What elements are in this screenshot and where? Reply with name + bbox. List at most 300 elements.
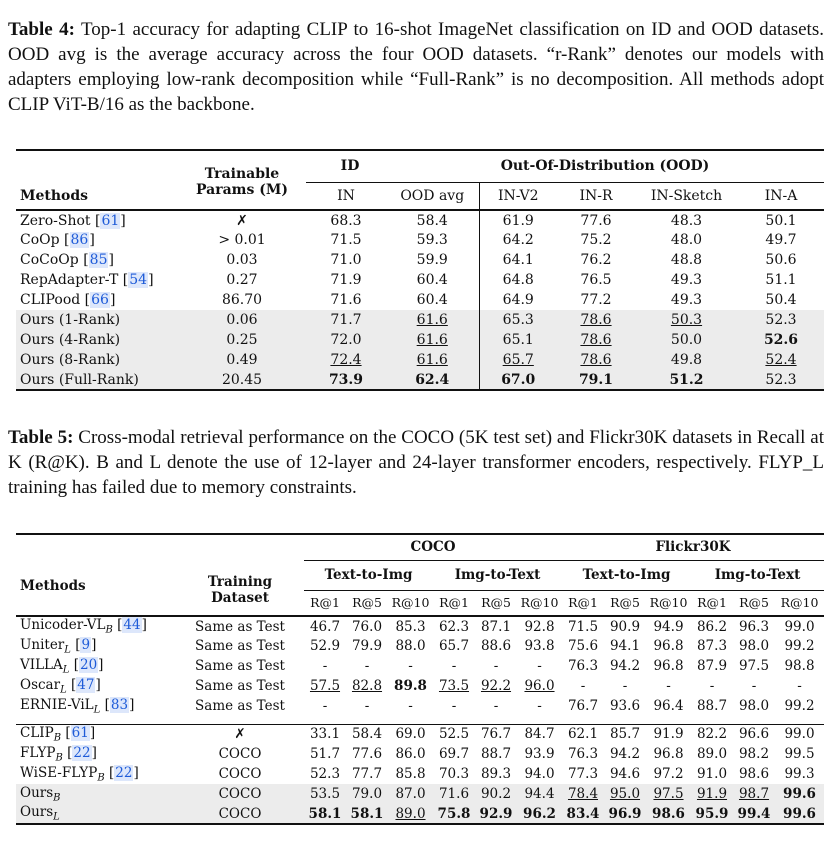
method-cell [16, 230, 178, 250]
table5-value: 53.5 [304, 784, 346, 804]
citation-bracket: ] [129, 696, 135, 713]
table5-row [16, 724, 824, 744]
citation-link[interactable]: 20 [79, 656, 98, 673]
citation-bracket: [ [117, 617, 123, 634]
table5-header-flickr-i2t: Img-to-Text [691, 560, 824, 590]
params-cell: 20.45 [178, 370, 306, 390]
dataset-cell: Same as Test [195, 698, 285, 714]
table4-value: 52.6 [738, 330, 824, 350]
table4-value: 72.0 [306, 330, 386, 350]
table4-value: 49.3 [670, 272, 703, 288]
table5-value: 76.3 [567, 746, 599, 762]
table5-row [16, 804, 824, 824]
table5-value: 99.4 [733, 804, 775, 824]
table5-value: 89.3 [480, 766, 512, 782]
table5-value: 89.0 [696, 746, 728, 762]
citation-link[interactable]: 85 [89, 252, 108, 268]
citation-bracket: [ [67, 744, 73, 761]
table5-value: 98.6 [646, 804, 691, 824]
citation-bracket: [ [104, 696, 110, 713]
table5-value: 75.6 [567, 638, 599, 654]
table4-value: 50.4 [765, 292, 797, 308]
params-cell: 0.49 [178, 350, 306, 370]
table4-value: 49.3 [670, 292, 703, 308]
citation-bracket: ] [133, 764, 139, 781]
table5-value: 58.1 [304, 804, 346, 824]
method-cell [16, 350, 178, 370]
table5-value: 73.5 [438, 678, 470, 694]
table5-value: - [493, 698, 499, 714]
table5-header-k: R@1 [697, 595, 727, 611]
table4-value: 71.9 [330, 272, 362, 288]
params-cell: 0.06 [178, 310, 306, 330]
table5-value: 51.7 [309, 746, 341, 762]
table5-value: - [408, 698, 413, 714]
method-cell [16, 724, 176, 744]
table5-header-k: R@10 [649, 595, 688, 611]
citation-link[interactable]: 66 [91, 292, 109, 308]
spacer-cell [16, 716, 824, 724]
table4-value: 61.6 [386, 310, 479, 330]
table5-value: 98.8 [784, 658, 815, 674]
method-cell [16, 804, 176, 824]
table4-value: 49.7 [765, 232, 797, 248]
table4-value: 62.4 [386, 370, 479, 390]
table5-value: 52.5 [438, 726, 470, 743]
table5-value: 99.2 [784, 698, 815, 714]
table4-header-params-1: Trainable [204, 166, 280, 182]
table5-value: 96.4 [653, 698, 684, 714]
table5-value: 62.1 [567, 726, 599, 743]
citation-bracket: ] [120, 212, 126, 229]
method-name: Ours [20, 784, 54, 801]
table4-value: 50.3 [635, 310, 738, 330]
table4-value: 64.2 [502, 232, 534, 248]
table4-value: 65.7 [479, 350, 557, 370]
params-cell: 86.70 [221, 292, 263, 308]
params-cell: 0.27 [226, 272, 258, 288]
table4-value: 71.6 [330, 292, 362, 308]
citation-link[interactable]: 9 [81, 636, 91, 653]
table5-value: 92.9 [475, 804, 517, 824]
table5-row [16, 764, 824, 784]
table5-value: 58.4 [351, 726, 383, 743]
table4-caption [8, 17, 824, 117]
table4-value: 64.1 [502, 252, 534, 268]
table5-header-k: R@5 [352, 595, 382, 611]
table5-value: 96.8 [653, 638, 684, 654]
table5-caption [8, 425, 824, 500]
table5-value: 99.5 [784, 746, 815, 762]
table5-header-train-1: Training [207, 574, 273, 590]
table5-value: 95.9 [691, 804, 733, 824]
table5-value: 76.7 [567, 698, 599, 714]
table4-value: 64.8 [502, 272, 534, 288]
table4-value: 52.3 [738, 310, 824, 330]
citation-bracket: [ [75, 636, 81, 653]
method-name: CoOp [20, 232, 60, 248]
table5-value: 46.7 [309, 618, 341, 635]
table4-value: 71.7 [306, 310, 386, 330]
table5-value: - [709, 678, 715, 694]
method-subscript: B [53, 792, 61, 804]
table4-value: 61.6 [386, 330, 479, 350]
table5-value: 82.8 [351, 678, 383, 694]
table5-value: 83.4 [562, 804, 604, 824]
method-cell [16, 636, 176, 656]
table4-row [16, 350, 824, 370]
table5-value: 89.0 [388, 804, 433, 824]
method-subscript: L [62, 664, 70, 676]
table4-value: 79.1 [557, 370, 635, 390]
table5-value: 94.2 [609, 746, 641, 762]
table5-header-k: R@5 [481, 595, 511, 611]
table5-value: 52.9 [309, 638, 341, 654]
table5-caption-label: Table 5: [8, 427, 74, 448]
citation-bracket: ] [141, 617, 147, 634]
method-cell [16, 676, 176, 696]
table5-value: 98.0 [738, 638, 770, 654]
table5-value: - [364, 658, 370, 674]
method-cell [16, 696, 176, 716]
dataset-cell: COCO [218, 766, 262, 782]
table5-row [16, 636, 824, 656]
table5-value: - [797, 678, 802, 694]
table5-value: 71.6 [433, 784, 475, 804]
citation-bracket: ] [98, 656, 104, 673]
table4-value: 60.4 [386, 290, 479, 310]
table5-value: 77.7 [351, 766, 383, 782]
method-name: CoCoOp [20, 252, 79, 268]
method-cell [16, 310, 178, 330]
citation-link[interactable]: 61 [101, 212, 120, 229]
method-cell [16, 330, 178, 350]
params-cell: > 0.01 [218, 232, 266, 248]
table5-value: 99.2 [784, 638, 815, 654]
table5-value: 91.9 [653, 726, 684, 743]
table5-value: 79.9 [351, 638, 383, 654]
method-name: Uniter [20, 636, 65, 653]
table5-value: 97.2 [653, 766, 684, 782]
method-cell [16, 270, 178, 290]
table4-caption-label: Table 4: [8, 19, 75, 40]
table5-value: - [322, 698, 328, 714]
citation-bracket: [ [73, 656, 79, 673]
table4-body [16, 210, 824, 390]
table5-value: 87.0 [388, 784, 433, 804]
table4-value: 71.0 [330, 252, 362, 268]
table5-value: 82.2 [696, 726, 728, 743]
citation-link[interactable]: 86 [70, 232, 89, 248]
table5-value: 69.7 [438, 746, 470, 762]
table4-value: 50.6 [765, 252, 797, 268]
table5-value: 98.7 [733, 784, 775, 804]
dataset-cell: ✗ [234, 726, 246, 743]
table5-header-train-2: Dataset [211, 590, 269, 606]
table5-value: 98.0 [738, 698, 770, 714]
table5-value: 87.3 [696, 638, 728, 654]
params-cell: 0.03 [226, 252, 258, 268]
table5-value: 88.0 [395, 638, 426, 654]
table4-value: 59.3 [386, 230, 479, 250]
citation-bracket: ] [108, 252, 114, 268]
table5-header-methods: Methods [20, 578, 86, 594]
params-cell: ✗ [236, 212, 248, 229]
table5-header-flickr: Flickr30K [562, 534, 824, 560]
table5-value: 85.7 [609, 726, 641, 743]
table5-value: - [451, 658, 457, 674]
dataset-cell: COCO [176, 784, 304, 804]
table5-value: 94.9 [653, 618, 684, 635]
table5-value: 99.6 [775, 784, 824, 804]
table5-header-flickr-t2i: Text-to-Img [562, 560, 691, 590]
table5-value: 76.0 [351, 618, 383, 635]
table5-value: 78.4 [562, 784, 604, 804]
citation-link[interactable]: 22 [73, 744, 91, 761]
table5-value: 77.3 [567, 766, 599, 782]
table5-spacer [16, 716, 824, 724]
table5-row [16, 696, 824, 716]
table4-value: 78.6 [557, 350, 635, 370]
table5-value: 93.6 [609, 698, 641, 714]
table5-caption-text: Cross-modal retrieval performance on the COCO (5K test set) and Flickr30K datasets in Recall at K (R@K). B and L denote the use of 12-layer and 24-layer transformer encoders, respectively. FLYP_L training has failed due to memory constraints. [8, 427, 824, 498]
citation-link[interactable]: 47 [77, 676, 95, 693]
table5-header-k: R@10 [391, 595, 430, 611]
citation-bracket: [ [71, 676, 77, 693]
table5-row [16, 656, 824, 676]
table5-header-k: R@1 [568, 595, 598, 611]
table5-value: 90.9 [609, 618, 641, 635]
table4-value: 51.2 [635, 370, 738, 390]
table4-value: 48.8 [670, 252, 703, 268]
table5-value: 91.9 [691, 784, 733, 804]
dataset-cell: Same as Test [195, 638, 285, 654]
table4-value: 73.9 [306, 370, 386, 390]
table4-header-id: ID [306, 150, 386, 182]
citation-link[interactable]: 44 [123, 617, 141, 634]
table4-value: 49.8 [635, 350, 738, 370]
table5-value: 79.0 [346, 784, 388, 804]
method-subscript: L [64, 644, 71, 656]
table4-value: 52.4 [738, 350, 824, 370]
table5-header-k: R@5 [610, 595, 640, 611]
table5-value: 99.3 [784, 766, 815, 782]
table4-row [16, 270, 824, 290]
table5-body [16, 616, 824, 824]
table5-header-coco-t2i: Text-to-Img [304, 560, 433, 590]
table5-value: 96.3 [738, 618, 770, 635]
citation-bracket: [ [84, 292, 91, 308]
table5-value: 76.3 [567, 658, 599, 674]
table5-value: - [364, 698, 370, 714]
table4-value: 65.1 [479, 330, 557, 350]
table5-value: 94.2 [609, 658, 641, 674]
method-name: VILLA [20, 656, 63, 673]
citation-link[interactable]: 54 [129, 272, 148, 288]
method-subscript: B [105, 624, 113, 636]
table5-value: 88.6 [480, 638, 512, 654]
method-cell [16, 764, 176, 784]
citation-bracket: [ [94, 212, 101, 229]
citation-bracket: [ [65, 724, 71, 741]
table4-header-col: IN [337, 187, 355, 204]
table4-value: 78.6 [557, 330, 635, 350]
table4-value: 50.1 [765, 212, 797, 229]
table5-value: 58.1 [346, 804, 388, 824]
table5-value: 75.8 [433, 804, 475, 824]
table4-row [16, 310, 824, 330]
table5-value: 85.8 [395, 766, 426, 782]
table5-value: 94.6 [609, 766, 641, 782]
citation-bracket: ] [95, 676, 101, 693]
table5-value: 99.0 [784, 618, 815, 635]
method-subscript: B [53, 732, 62, 744]
table4-value: 48.3 [670, 212, 703, 229]
table4-value: 77.2 [580, 292, 612, 308]
table5-value: - [322, 658, 328, 674]
method-name: Ours [20, 804, 54, 821]
table4-row [16, 250, 824, 270]
citation-bracket: ] [109, 292, 116, 308]
table4-row [16, 370, 824, 390]
table5-value: 98.6 [738, 766, 770, 782]
table5-value: - [537, 698, 542, 714]
dataset-cell: Same as Test [195, 658, 285, 674]
table4-value: 59.9 [386, 250, 479, 270]
citation-link[interactable]: 61 [71, 724, 89, 741]
method-cell [16, 250, 178, 270]
table5-value: - [537, 658, 542, 674]
table5-value: 76.7 [480, 726, 512, 743]
table4-value: 72.4 [306, 350, 386, 370]
table4-header-col: OOD avg [386, 182, 479, 210]
method-subscript: B [55, 752, 63, 764]
table5-value: 94.0 [524, 766, 555, 782]
table5-value: 93.9 [524, 746, 555, 762]
table4-value: 78.6 [557, 310, 635, 330]
table5 [16, 533, 824, 825]
table4-value: 64.9 [502, 292, 534, 308]
table4-value: 76.2 [580, 252, 612, 268]
table4-caption-text: Top-1 accuracy for adapting CLIP to 16-shot ImageNet classification on ID and OOD datasets. OOD avg is the average accuracy across the four OOD datasets. “r-Rank” denotes our models with adapters employing low-rank decomposition while “Full-Rank” is no decomposition. All methods adopt CLIP ViT-B/16 as the backbone. [8, 19, 824, 115]
table4-value: 68.3 [330, 212, 362, 229]
table5-header-k: R@10 [520, 595, 559, 611]
table5-value: 65.7 [438, 638, 470, 654]
table4-value: 50.0 [635, 330, 738, 350]
method-cell [16, 656, 176, 676]
method-cell [16, 290, 178, 310]
table5-value: 88.7 [696, 698, 728, 714]
table5-header-coco: COCO [304, 534, 562, 560]
table5-value: 96.6 [738, 726, 770, 743]
method-name: Zero-Shot [20, 212, 91, 229]
table4-header-params-2: Params (M) [196, 182, 288, 198]
table5-row [16, 676, 824, 696]
table5-value: 90.2 [475, 784, 517, 804]
table5-row [16, 784, 824, 804]
params-cell: 0.25 [178, 330, 306, 350]
table4-row [16, 290, 824, 310]
table4-value: 48.0 [670, 232, 703, 248]
citation-bracket: ] [89, 232, 95, 248]
method-subscript: L [93, 704, 101, 716]
table4-header-col: IN-R [579, 187, 613, 204]
citation-bracket: [ [64, 232, 70, 248]
table5-value: 33.1 [309, 726, 341, 743]
table5-header-k: R@5 [739, 595, 769, 611]
citation-bracket: ] [148, 272, 154, 288]
method-name: ERNIE-ViL [20, 696, 94, 713]
table4-value: 52.3 [738, 370, 824, 390]
method-name: WiSE-FLYP [20, 764, 98, 781]
table5-value: 86.2 [696, 618, 728, 635]
table4-row [16, 330, 824, 350]
table5-value: 96.2 [517, 804, 562, 824]
table5-header-k: R@1 [310, 595, 340, 611]
table5-value: 84.7 [524, 726, 555, 743]
table5-value: - [666, 678, 671, 694]
table5-header-k: R@1 [439, 595, 469, 611]
table5-value: 71.5 [567, 618, 599, 635]
method-name: Ours (8-Rank) [20, 352, 121, 368]
table4-value: 67.0 [479, 370, 557, 390]
citation-bracket: [ [122, 272, 129, 288]
table5-value: - [451, 698, 457, 714]
method-name: Unicoder-VL [20, 617, 106, 634]
dataset-cell: COCO [176, 804, 304, 824]
table5-value: 96.8 [653, 746, 684, 762]
table5-value: 69.0 [395, 726, 426, 743]
table4 [16, 149, 824, 391]
table5-header-coco-i2t: Img-to-Text [433, 560, 562, 590]
table5-value: - [622, 678, 628, 694]
method-name: FLYP [20, 744, 56, 761]
table5-value: 62.3 [438, 618, 470, 635]
table5-value: 92.8 [524, 618, 555, 635]
table5-value: - [580, 678, 586, 694]
table5-value: 94.4 [517, 784, 562, 804]
method-cell [16, 210, 178, 230]
citation-link[interactable]: 83 [110, 696, 129, 713]
table5-value: 97.5 [738, 658, 770, 674]
table5-value: 87.1 [480, 618, 512, 635]
table5-value: 85.3 [395, 618, 426, 635]
table5-value: 89.8 [394, 678, 427, 694]
citation-bracket: ] [91, 744, 97, 761]
dataset-cell: Same as Test [195, 678, 285, 694]
table5-value: 88.7 [480, 746, 512, 762]
method-cell [16, 784, 176, 804]
method-name: RepAdapter-T [20, 272, 119, 288]
method-name: CLIPood [20, 292, 81, 308]
table5-value: 98.2 [738, 746, 770, 762]
table4-header-methods: Methods [20, 187, 89, 204]
citation-bracket: ] [91, 636, 97, 653]
method-name: Oscar [20, 676, 61, 693]
table4-value: 60.4 [386, 270, 479, 290]
table5-value: 70.3 [438, 766, 470, 782]
table4-value: 76.5 [580, 272, 612, 288]
table5-value: 87.9 [696, 658, 728, 674]
table5-value: - [493, 658, 499, 674]
table4-row [16, 230, 824, 250]
table4-value: 65.3 [479, 310, 557, 330]
table5-value: 52.3 [309, 766, 341, 782]
table5-value: 91.0 [696, 766, 728, 782]
table5-value: 96.0 [524, 678, 555, 694]
table5-value: 57.5 [309, 678, 341, 694]
citation-link[interactable]: 22 [115, 764, 133, 781]
